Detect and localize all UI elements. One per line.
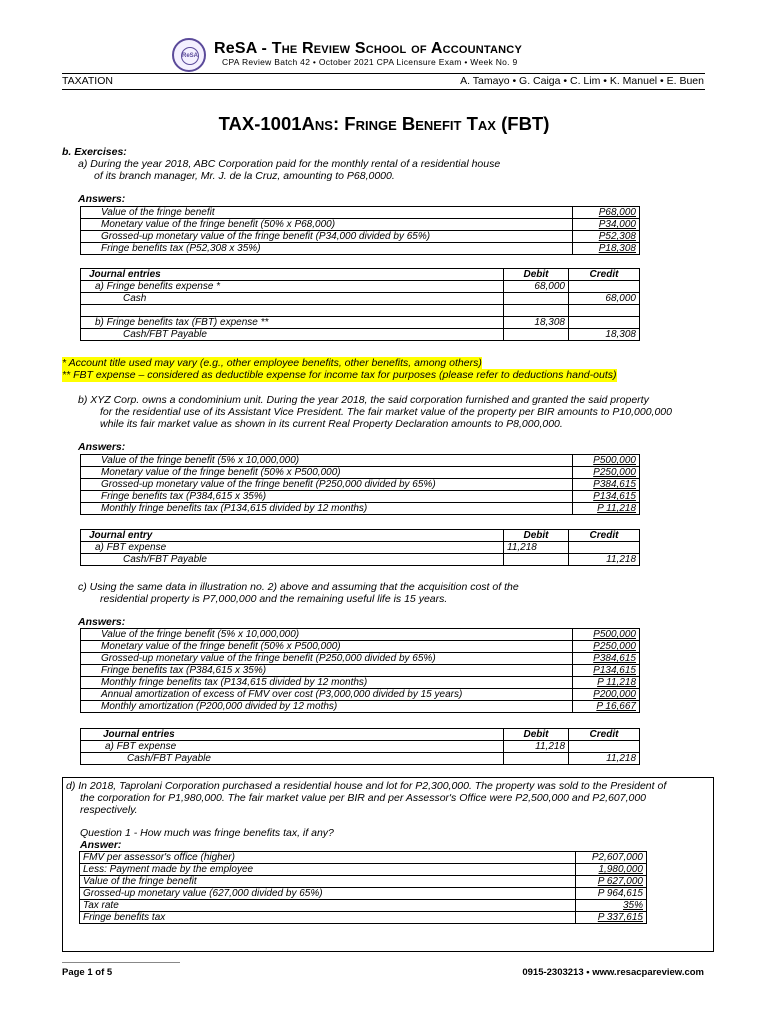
- ex-c-journal-table: [80, 728, 640, 765]
- je-debit: [504, 329, 569, 341]
- je-debit: 11,218: [504, 741, 569, 753]
- subject-label: TAXATION: [62, 75, 113, 87]
- je-account: Cash/FBT Payable: [81, 329, 504, 341]
- row-amount: 1,980,000: [576, 864, 647, 876]
- row-amount: P2,607,000: [576, 852, 647, 864]
- ex-b-line3: while its fair market value as shown in its current Real Property Declaration amounts to P8,000,000.: [100, 418, 563, 430]
- row-amount: P 964,615: [576, 888, 647, 900]
- table-row: [81, 503, 640, 515]
- ex-c-line1: c) Using the same data in illustration no. 2) above and assuming that the acquisition cost of the: [78, 581, 519, 593]
- table-row: [81, 542, 640, 554]
- row-amount: P 11,218: [573, 503, 640, 515]
- row-amount: P 627,000: [576, 876, 647, 888]
- table-row: [81, 677, 640, 689]
- table-row: [81, 741, 640, 753]
- row-amount: P68,000: [573, 207, 640, 219]
- table-row: [81, 753, 640, 765]
- je-account: Cash/FBT Payable: [81, 753, 504, 765]
- col-header-debit: Debit: [504, 530, 569, 542]
- ex-d-line1: d) In 2018, Taprolani Corporation purchased a residential house and lot for P2,300,000. The property was sold to the President of: [66, 780, 667, 792]
- je-account: Cash: [81, 293, 504, 305]
- row-label: FMV per assessor's office (higher): [80, 852, 576, 864]
- je-account: [81, 305, 504, 317]
- je-account: a) Fringe benefits expense *: [81, 281, 504, 293]
- row-label: Fringe benefits tax (P52,308 x 35%): [81, 243, 573, 255]
- table-row: [80, 852, 647, 864]
- row-amount: P200,000: [573, 689, 640, 701]
- row-amount: P 11,218: [573, 677, 640, 689]
- ex-d-answer-label: Answer:: [80, 839, 122, 851]
- row-amount: P250,000: [573, 641, 640, 653]
- row-amount: P384,615: [573, 479, 640, 491]
- ex-a-answers-label: Answers:: [78, 193, 126, 205]
- ex-c-line2: residential property is P7,000,000 and the remaining useful life is 15 years.: [100, 593, 448, 605]
- header-rule-bottom: [62, 89, 705, 90]
- table-header-row: [81, 530, 640, 542]
- org-name: ReSA: [214, 40, 257, 57]
- je-credit: [569, 305, 640, 317]
- note-1: * Account title used may vary (e.g., other employee benefits, other benefits, among others): [62, 357, 482, 369]
- table-row: [81, 243, 640, 255]
- col-header-account: Journal entries: [81, 269, 504, 281]
- col-header-credit: Credit: [569, 530, 640, 542]
- row-amount: P134,615: [573, 665, 640, 677]
- page-title: TAX-1001Ans: Fringe Benefit Tax (FBT): [218, 113, 550, 134]
- resa-logo-text: ReSA: [181, 47, 199, 65]
- table-row: [81, 653, 640, 665]
- ex-a-line2: of its branch manager, Mr. J. de la Cruz, amounting to P68,0000.: [94, 170, 395, 182]
- footer-rule: [62, 962, 180, 963]
- row-amount: P384,615: [573, 653, 640, 665]
- table-row: [81, 231, 640, 243]
- table-row: [80, 888, 647, 900]
- je-account: a) FBT expense: [81, 542, 504, 554]
- je-credit: [569, 317, 640, 329]
- ex-b-line1: b) XYZ Corp. owns a condominium unit. During the year 2018, the said corporation furnished and granted the said property: [78, 394, 649, 406]
- je-debit: [504, 554, 569, 566]
- resa-logo: [172, 38, 206, 72]
- ex-d-line2: the corporation for P1,980,000. The fair market value per BIR and per Assessor's Office were P2,500,000 and P2,607,000: [80, 792, 647, 804]
- col-header-credit: Credit: [569, 729, 640, 741]
- row-label: Monetary value of the fringe benefit (50% x P68,000): [81, 219, 573, 231]
- table-row: [81, 455, 640, 467]
- ex-b-answers-table: [80, 454, 640, 515]
- row-label: Grossed-up monetary value of the fringe benefit (P250,000 divided by 65%): [81, 479, 573, 491]
- table-row: [81, 641, 640, 653]
- je-credit: 11,218: [569, 554, 640, 566]
- je-credit: 11,218: [569, 753, 640, 765]
- row-amount: P52,308: [573, 231, 640, 243]
- table-row: [80, 864, 647, 876]
- table-row: [81, 689, 640, 701]
- ex-c-answers-label: Answers:: [78, 616, 126, 628]
- row-amount: P250,000: [573, 467, 640, 479]
- je-debit: [504, 293, 569, 305]
- je-debit: 18,308: [504, 317, 569, 329]
- table-row: [80, 912, 647, 924]
- table-row: [81, 329, 640, 341]
- row-label: Monetary value of the fringe benefit (50% x P500,000): [81, 467, 573, 479]
- header-subtitle: CPA Review Batch 42 • October 2021 CPA Licensure Exam • Week No. 9: [222, 57, 518, 67]
- je-account: Cash/FBT Payable: [81, 554, 504, 566]
- col-header-account: Journal entry: [81, 530, 504, 542]
- org-title: [214, 40, 522, 58]
- table-row: [80, 876, 647, 888]
- row-amount: P500,000: [573, 455, 640, 467]
- table-row: [81, 467, 640, 479]
- table-row: [81, 629, 640, 641]
- row-label: Monthly fringe benefits tax (P134,615 divided by 12 months): [81, 677, 573, 689]
- row-label: Monthly fringe benefits tax (P134,615 divided by 12 months): [81, 503, 573, 515]
- row-amount: P500,000: [573, 629, 640, 641]
- table-row: [81, 305, 640, 317]
- table-row: [81, 665, 640, 677]
- col-header-credit: Credit: [569, 269, 640, 281]
- table-row: [80, 900, 647, 912]
- row-label: Tax rate: [80, 900, 576, 912]
- row-amount: P18,308: [573, 243, 640, 255]
- table-row: [81, 479, 640, 491]
- ex-d-line3: respectively.: [80, 804, 138, 816]
- ex-d-question: Question 1 - How much was fringe benefits tax, if any?: [80, 827, 334, 839]
- table-header-row: [81, 269, 640, 281]
- org-name-rest: - The Review School of Accountancy: [261, 40, 522, 57]
- row-amount: P 337,615: [576, 912, 647, 924]
- authors: A. Tamayo • G. Caiga • C. Lim • K. Manuel • E. Buen: [460, 75, 704, 87]
- footer-contact: 0915-2303213 • www.resacpareview.com: [522, 967, 704, 978]
- je-debit: 11,218: [504, 542, 569, 554]
- row-label: Grossed-up monetary value of the fringe benefit (P250,000 divided by 65%): [81, 653, 573, 665]
- row-label: Value of the fringe benefit: [80, 876, 576, 888]
- table-row: [81, 207, 640, 219]
- table-row: [81, 317, 640, 329]
- row-amount: P34,000: [573, 219, 640, 231]
- row-label: Monthly amortization (P200,000 divided by 12 moths): [81, 701, 573, 713]
- row-label: Annual amortization of excess of FMV over cost (P3,000,000 divided by 15 years): [81, 689, 573, 701]
- row-label: Value of the fringe benefit (5% x 10,000,000): [81, 629, 573, 641]
- ex-d-answers-table: [79, 851, 647, 924]
- ex-a-line1: a) During the year 2018, ABC Corporation paid for the monthly rental of a residential house: [78, 158, 501, 170]
- exercises-label: b. Exercises:: [62, 146, 127, 158]
- table-row: [81, 219, 640, 231]
- je-debit: [504, 753, 569, 765]
- row-label: Grossed-up monetary value (627,000 divided by 65%): [80, 888, 576, 900]
- ex-a-journal-table: [80, 268, 640, 341]
- table-row: [81, 701, 640, 713]
- table-header-row: [81, 729, 640, 741]
- je-credit: 68,000: [569, 293, 640, 305]
- header-rule-top: [62, 73, 705, 74]
- row-label: Fringe benefits tax (P384,615 x 35%): [81, 665, 573, 677]
- ex-b-answers-label: Answers:: [78, 441, 126, 453]
- je-debit: [504, 305, 569, 317]
- je-credit: [569, 741, 640, 753]
- ex-a-answers-table: [80, 206, 640, 255]
- je-debit: 68,000: [504, 281, 569, 293]
- ex-b-journal-table: [80, 529, 640, 566]
- ex-b-line2: for the residential use of its Assistant Vice President. The fair market value of the property per BIR amounts to P10,000,000: [100, 406, 672, 418]
- row-label: Less: Payment made by the employee: [80, 864, 576, 876]
- je-credit: [569, 542, 640, 554]
- row-label: Fringe benefits tax (P384,615 x 35%): [81, 491, 573, 503]
- je-credit: 18,308: [569, 329, 640, 341]
- table-row: [81, 554, 640, 566]
- page-number: Page 1 of 5: [62, 967, 113, 978]
- note-2: ** FBT expense – considered as deductible expense for income tax for purposes (please refer to deductions hand-outs): [62, 369, 617, 381]
- table-row: [81, 491, 640, 503]
- row-label: Monetary value of the fringe benefit (50% x P500,000): [81, 641, 573, 653]
- ex-c-answers-table: [80, 628, 640, 713]
- row-amount: P134,615: [573, 491, 640, 503]
- je-credit: [569, 281, 640, 293]
- table-row: [81, 293, 640, 305]
- col-header-account: Journal entries: [81, 729, 504, 741]
- row-label: Fringe benefits tax: [80, 912, 576, 924]
- table-row: [81, 281, 640, 293]
- row-label: Value of the fringe benefit: [81, 207, 573, 219]
- row-amount: 35%: [576, 900, 647, 912]
- row-label: Value of the fringe benefit (5% x 10,000,000): [81, 455, 573, 467]
- je-account: b) Fringe benefits tax (FBT) expense **: [81, 317, 504, 329]
- row-label: Grossed-up monetary value of the fringe benefit (P34,000 divided by 65%): [81, 231, 573, 243]
- col-header-debit: Debit: [504, 729, 569, 741]
- je-account: a) FBT expense: [81, 741, 504, 753]
- col-header-debit: Debit: [504, 269, 569, 281]
- row-amount: P 16,667: [573, 701, 640, 713]
